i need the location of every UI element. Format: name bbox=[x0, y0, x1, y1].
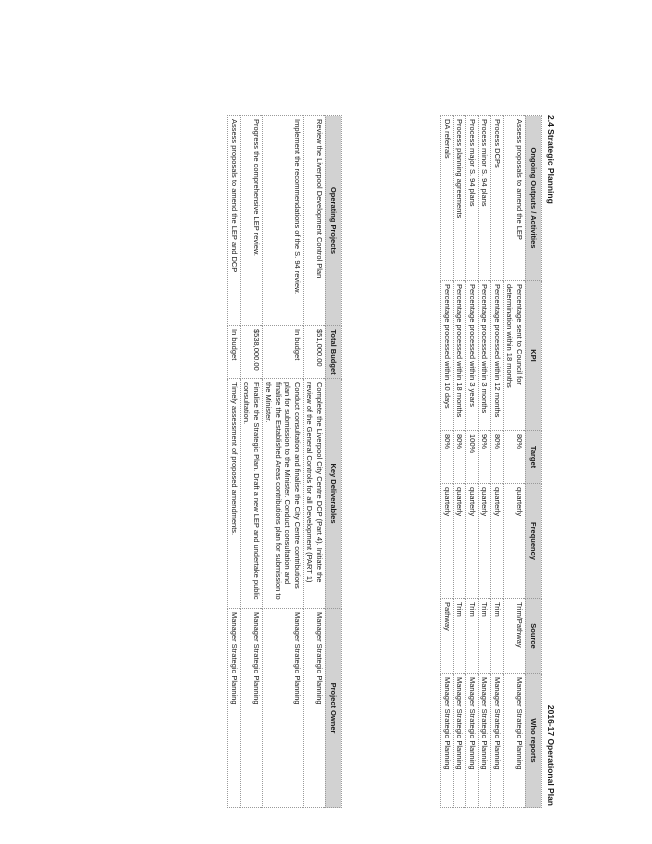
table-cell: Process DCPs bbox=[491, 116, 504, 281]
table-cell: Finalise the Strategic Plan. Draft a new LEP and undertake public consultation. bbox=[241, 379, 263, 609]
table-cell: Trim bbox=[466, 599, 479, 674]
table-cell: Trim bbox=[454, 599, 467, 674]
table-cell: Percentage processed within 3 months bbox=[479, 281, 492, 431]
table-cell: Process planning agreements bbox=[454, 116, 467, 281]
table-cell: Manager Strategic Planning bbox=[454, 674, 467, 808]
table-cell: 80% bbox=[454, 431, 467, 484]
table-cell: Manager Strategic Planning bbox=[241, 609, 263, 808]
table-cell: 90% bbox=[479, 431, 492, 484]
table-cell: Progress the comprehensive LEP review. bbox=[241, 116, 263, 326]
table-cell: In budget bbox=[263, 326, 304, 379]
table-cell: In budget bbox=[228, 326, 241, 379]
operating-projects-table bbox=[228, 115, 343, 808]
table-cell: Manager Strategic Planning bbox=[441, 674, 454, 808]
table-cell: Trim bbox=[491, 599, 504, 674]
table-cell: Manager Strategic Planning bbox=[263, 609, 304, 808]
table-row bbox=[466, 116, 479, 808]
table-cell: DA referrals bbox=[441, 116, 454, 281]
table-cell: Assess proposals to amend the LEP bbox=[504, 116, 526, 281]
table-cell: Percentage processed within 3 years bbox=[466, 281, 479, 431]
table-cell: Conduct consultation and finalise the City Centre contributions plan for submission to the Minister. Conduct consultation and finalise the Established Areas contributions plan for submission to the Minister. bbox=[263, 379, 304, 609]
column-header: Who reports bbox=[526, 674, 542, 808]
table-cell: Timely assessment of proposed amendments. bbox=[228, 379, 241, 609]
table-header-row bbox=[326, 116, 342, 808]
table-cell: quarterly bbox=[466, 484, 479, 599]
table-cell: quarterly bbox=[454, 484, 467, 599]
column-header: Total Budget bbox=[326, 326, 342, 379]
table-cell: 80% bbox=[441, 431, 454, 484]
table-cell: Manager Strategic Planning bbox=[466, 674, 479, 808]
table-cell: Trim/Pathway bbox=[504, 599, 526, 674]
table-row bbox=[304, 116, 326, 808]
column-header: Operating Projects bbox=[326, 116, 342, 326]
table-cell: quarterly bbox=[479, 484, 492, 599]
table-cell: 80% bbox=[491, 431, 504, 484]
table-row bbox=[241, 116, 263, 808]
table-row bbox=[491, 116, 504, 808]
table-cell: Manager Strategic Planning bbox=[504, 674, 526, 808]
table-cell: Implement the recommendations of the S. 94 review. bbox=[263, 116, 304, 326]
table-cell: Percentage processed within 12 months bbox=[491, 281, 504, 431]
table-cell: Percentage processed within 18 months bbox=[454, 281, 467, 431]
table-cell: Percentage sent to Council for determination within 18 months bbox=[504, 281, 526, 431]
table-cell: quarterly bbox=[491, 484, 504, 599]
table-cell: Percentage processed within 10 days bbox=[441, 281, 454, 431]
column-header: KPI bbox=[526, 281, 542, 431]
table-cell: Manager Strategic Planning bbox=[304, 609, 326, 808]
section-title: 2.4 Strategic Planning bbox=[546, 115, 556, 204]
table-cell: Process major S. 94 plans bbox=[466, 116, 479, 281]
column-header: Source bbox=[526, 599, 542, 674]
table-cell: $51,000.00 bbox=[304, 326, 326, 379]
table-cell: Manager Strategic Planning bbox=[491, 674, 504, 808]
table-row bbox=[479, 116, 492, 808]
table-row bbox=[441, 116, 454, 808]
table-cell: quarterly bbox=[441, 484, 454, 599]
table-cell: quarterly bbox=[504, 484, 526, 599]
table-row bbox=[454, 116, 467, 808]
table-row bbox=[228, 116, 241, 808]
column-header: Key Deliverables bbox=[326, 379, 342, 609]
table-row bbox=[263, 116, 304, 808]
table-cell: 80% bbox=[504, 431, 526, 484]
table-cell: Pathway bbox=[441, 599, 454, 674]
table-cell: $538,000.00 bbox=[241, 326, 263, 379]
table-cell: Manager Strategic Planning bbox=[479, 674, 492, 808]
table-row bbox=[504, 116, 526, 808]
column-header: Target bbox=[526, 431, 542, 484]
table-cell: Trim bbox=[479, 599, 492, 674]
table-cell: Complete the Liverpool City Centre DCP (Part 4). Initiate the review of the General Controls for all Development (PART 1) bbox=[304, 379, 326, 609]
plan-title: 2016-17 Operational Plan bbox=[546, 704, 556, 806]
table-cell: Review the Liverpool Development Control Plan bbox=[304, 116, 326, 326]
table-header-row bbox=[526, 116, 542, 808]
table-cell: Process minor S. 94 plans bbox=[479, 116, 492, 281]
column-header: Project Owner bbox=[326, 609, 342, 808]
column-header: Ongoing Outputs / Activities bbox=[526, 116, 542, 281]
column-header: Frequency bbox=[526, 484, 542, 599]
table-cell: 100% bbox=[466, 431, 479, 484]
ongoing-outputs-table bbox=[441, 115, 543, 808]
table-cell: Assess proposals to amend the LEP and DCP bbox=[228, 116, 241, 326]
table-cell: Manager Strategic Planning bbox=[228, 609, 241, 808]
